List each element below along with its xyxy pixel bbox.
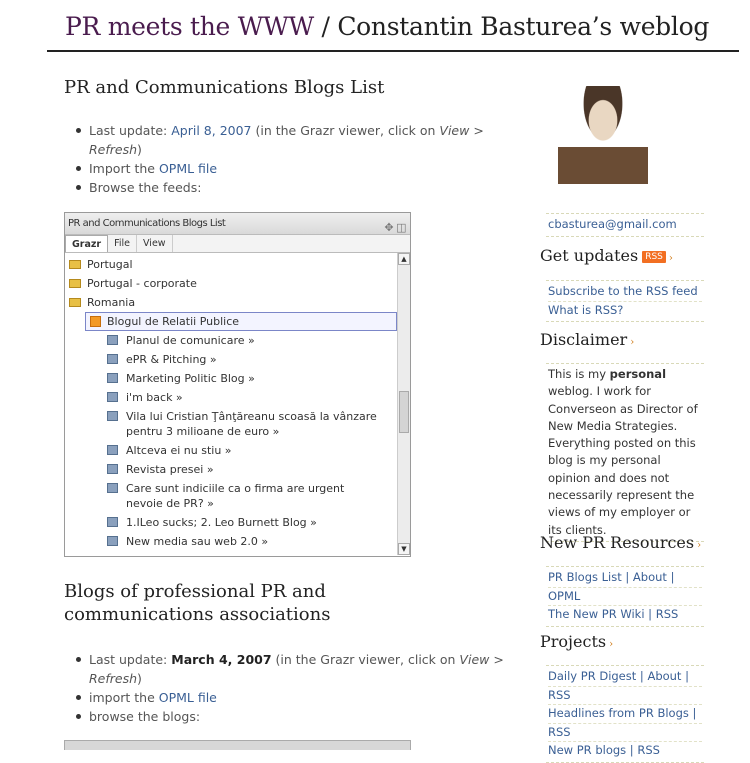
post-icon (107, 517, 118, 527)
import-opml-item-2: import the OPML file (89, 688, 514, 707)
disclaimer-title: Disclaimer › (540, 330, 635, 349)
subscribe-rss-link[interactable]: Subscribe to the RSS feed (548, 284, 698, 298)
grazr-tree (65, 253, 410, 555)
last-update-date-link[interactable]: April 8, 2007 (171, 123, 252, 138)
site-title (65, 12, 709, 41)
post-icon (107, 354, 118, 364)
projects-line[interactable]: New PR blogs | RSS (548, 743, 660, 757)
resources-line[interactable]: OPML (548, 588, 702, 607)
folder-icon (69, 298, 81, 307)
folder-portugal[interactable]: Portugal (69, 257, 133, 272)
rss-badge-icon[interactable]: RSS (642, 251, 666, 263)
folder-icon (69, 260, 81, 269)
site-header (47, 0, 739, 52)
what-is-rss-link[interactable]: What is RSS? (548, 302, 624, 317)
tab-grazr[interactable]: Grazr (65, 235, 108, 252)
projects-line[interactable]: Daily PR Digest | About | (548, 668, 702, 687)
site-author: Constantin Basturea’s weblog (337, 12, 710, 41)
last-update-item-2: Last update: March 4, 2007 (in the Grazr viewer, click on View > Refresh) (89, 650, 514, 688)
post-icon (107, 445, 118, 455)
feed-item[interactable]: Vila lui Cristian Ţânţăreanu scoasă la vânzare pentru 3 milioane de euro » (107, 409, 396, 439)
caret-icon: › (630, 337, 635, 348)
grazr-title: PR and Communications Blogs List (68, 218, 226, 229)
feed-blogul-de-relatii-publice[interactable]: Blogul de Relatii Publice (85, 312, 397, 331)
feed-item[interactable]: 1.ILeo sucks; 2. Leo Burnett Blog » (107, 515, 317, 530)
rss-feed-icon (90, 316, 101, 327)
scroll-up-icon[interactable]: ▲ (398, 253, 410, 265)
email-link[interactable]: cbasturea@gmail.com (548, 217, 677, 231)
grazr-viewer[interactable] (64, 212, 411, 557)
author-avatar (558, 86, 648, 184)
get-updates-box (546, 280, 704, 322)
projects-line[interactable]: RSS (548, 687, 702, 706)
feed-item[interactable]: ePR & Pitching » (107, 352, 217, 367)
post-title-2: Blogs of professional PR and communications associations (64, 581, 331, 625)
post-icon (107, 335, 118, 345)
grazr-scrollbar[interactable] (397, 253, 410, 555)
feed-item[interactable]: i'm back » (107, 390, 183, 405)
title-separator: / (313, 12, 338, 41)
post-icon (107, 411, 118, 421)
caret-icon: › (609, 639, 614, 650)
post-icon (107, 483, 118, 493)
resources-line[interactable]: The New PR Wiki | RSS (548, 607, 679, 621)
caret-icon: › (668, 253, 673, 264)
browse-blogs-item: browse the blogs: (89, 707, 514, 726)
disclaimer-box: This is my personal weblog. I work for Converseon as Director of New Media Strategies. Everything posted on this blog is my personal opinion and does not necessarily represent the views of my employer or its clients. (546, 363, 704, 542)
feed-item[interactable]: Revista presei » (107, 462, 214, 477)
scroll-thumb[interactable] (399, 391, 409, 433)
resources-line[interactable]: PR Blogs List | About | (548, 569, 702, 588)
feed-item[interactable]: Marketing Politic Blog » (107, 371, 255, 386)
post-icon (107, 536, 118, 546)
last-update-item: Last update: April 8, 2007 (in the Grazr viewer, click on View > Refresh) (89, 121, 514, 159)
get-updates-title: Get updates RSS › (540, 246, 673, 265)
projects-line[interactable]: RSS (548, 724, 702, 743)
opml-file-link[interactable]: OPML file (158, 161, 218, 176)
menu-view[interactable]: View (137, 235, 173, 252)
caret-icon: › (697, 540, 702, 551)
projects-title: Projects › (540, 632, 614, 651)
resources-title: New PR Resources › (540, 533, 702, 552)
scroll-down-icon[interactable]: ▼ (398, 543, 410, 555)
post-title: PR and Communications Blogs List (64, 77, 385, 98)
email-box (546, 213, 704, 237)
folder-icon (69, 279, 81, 288)
post-bullets-2 (64, 650, 514, 726)
projects-line[interactable]: Headlines from PR Blogs | (548, 705, 702, 724)
folder-portugal-corporate[interactable]: Portugal - corporate (69, 276, 197, 291)
browse-feeds-item: Browse the feeds: (89, 178, 514, 197)
feed-item[interactable]: Planul de comunicare » (107, 333, 255, 348)
feed-item[interactable]: New media sau web 2.0 » (107, 534, 268, 549)
import-opml-item: Import the OPML file (89, 159, 514, 178)
feed-item[interactable]: Altceva ei nu stiu » (107, 443, 232, 458)
post-icon (107, 373, 118, 383)
grazr-titlebar (65, 213, 410, 235)
post-icon (107, 464, 118, 474)
resize-icon[interactable]: ✥ ◫ (384, 221, 406, 234)
opml-file-link-2[interactable]: OPML file (158, 690, 217, 705)
grazr-menubar (65, 235, 410, 253)
menu-file[interactable]: File (108, 235, 137, 252)
feed-item[interactable]: Care sunt indiciile ca o firma are urgent nevoie de PR? » (107, 481, 376, 511)
post-bullets (64, 121, 514, 197)
post-icon (107, 392, 118, 402)
resources-box (546, 566, 704, 627)
grazr-viewer-2[interactable] (64, 740, 411, 750)
site-brand-link[interactable]: PR meets the WWW (65, 12, 314, 41)
folder-romania[interactable]: Romania (69, 295, 135, 310)
